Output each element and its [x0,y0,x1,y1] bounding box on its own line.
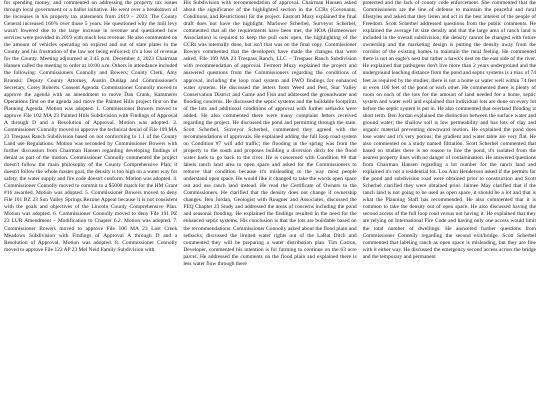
column-text: His Subdivision with recommendation of approval. Chairman Hansen asked about the significance of the highlighted section in the CCRs (Covenants, Conditions, and Restrictions) for the project. Eastcott Muzy explained the final draft does not have the highlight. Marlowe Scherbel, Surveyor Scherbel, commented that all the requirements have been met, the HOA (Homeowner Association) is required to keep the pull outs open, the highlighting of the CCRs was internally done, but isn't that was on the final copy. Commissioner Bowers commented that the developers have made the changes that were asked. File 109 MA 23 Trespass Ranch, LLC – Trespass Ranch Subdivision with recommendation of approval. Fermort Muzy explained the project and answered questions from the Commissioners regarding the conditions of approval, including the loop road system and FWO findings for enhanced water systems. He discussed the letters from Weed and Pest, Star Valley Conservation District and Game and Fish and addressed the groundwater and flooding concerns. He discussed the septic systems and the buildable footprints of the lots and additional conditions of approval with further setbacks were added. He also commented there were many complaint letters received regarding the project. He discussed the pond and permitting through the state. Scott Scherbel, Surveyor Scherbel, commented they agreed with the recommendations of approvals. He explained adding the full loop road system on Condition #7 will add traffic; the flooding in the spring was from the property to the south and proposes building a diversion ditch for the flood water back to go back to the river. He is concerned with Condition #8 that labels ranch land area to open space and asked for the Commissioners to remove that condition because it's misleading to the way most people understand open space. He would like it changed to take the words open space out and use ranch land instead. He read the Certificate of Owners to the Commissioners. He clarified that the density does not change if ownership changes. Ben Jordan, Geologist with Rougner and Associates, discussed the FEQ Chapter 23 Study and addressed the areas of concerns including the pond and seasonal flooding. He explained the findings resulted in the need for the enhanced septic systems. His conclusion is that the lots are buildable based on the recommendations. Commissioner Connolly asked about the flood plain and setbacks, discussed the limited water rights out of the LaBat Ditch and commented they will be preparing a water distribution plan. Tim Coston, Developer, commented his intention is for farming to continue on the 63 acre parcel. He addressed the comments on the flood plain and explained there is less water flow through there [183,0,357,267]
column-text: for spending money, and commented on addressing the property tax issues through local government or a ballot initiative. He went over a breakdown of the increases in his property tax statements from 2019 – 2023. The County General increased 166% over those 5 years. He questioned why the mill levy wasn't lowered due to the large increase in revenue and questioned how services were provided in 2019 with much less revenue. He also commented on the amount of vehicles operating on expired and out of state plates in the County and his frustration of the law not being enforced; it's a loss of revenue for the County. Meeting adjourned at 3:45 p.m. December 4, 2023 Chairman Hansen called the meeting to order at 10:00 a.m. Others in attendance included the following: Commissioners Connolly and Bowers; County Clerk, Amy Brunski; Deputy County Attorney, Austin Dunlap and Commissioner's Secretary, Corey Roberts. Consent Agenda: Commissioner Connolly moved to approve the agenda with an amendment to move Dan Crank, Kammerer Operations first on the agenda and move the Painted Hills project first on the Planning Agenda. Motion was adopted. 1. Commissioner Bowers moved to approve File 102 MA 23 Painted Hills Subdivision with Findings of Approval A through D and a Resolution of Approval. Motion was adopted. 2. Commissioner Connolly moved to approve the technical denial of File 109 MA 23 Trespass Ranch Subdivision based on not conforming to 1.1 of the County Land use Regulations. Motion was seconded by Commissioner Bowers with further discussion from Chairman Hansen regarding developing findings of denial as part of the motion. Commissioner Connolly commented the project doesn't follow the main philosophy of the County Comprehensive Plan; it doesn't follow the whole master goal, the density is too high on a water way for safety, the water supply and fire code doesn't conform. Motion was adopted. 4. Commissioner Connolly moved to commit to a $5000 match for the HM Grant #16 awarded. Motion was adopted. 5. Commissioner Bowers moved to deny File 101 BZ 23 Sun Valley Springs Rezone Appeal because it is not consistent with the goals and objectives of the Lincoln County Comprehensive Plan. Motion was adopted. 6. Commissioner Connolly moved to deny File 191 PZ 23 LUR Amendment – Modification to Chapter 6.2. Motion was adopted. 7. Commissioner Bowers moved to approve File 106 MA 23 Lost Creek Meadows Subdivision with Findings of Approval A through D and a Resolution of Approval. Motion was adopted. 8. Commissioner Connolly moved to approve File 122 AP 23 Mel Neid Family Subdivision with [4,0,178,253]
text-column-left [4,0,177,400]
text-column-middle [183,0,356,400]
text-column-right [363,0,536,400]
column-text: protected and the lack of county code enforcement. She commented that the Commissioners are the line of defense to maintain the peaceful and rural lifestyles and asked that they listen and act in the best interest of the people of Freedom. Scott Scherbel addressed questions from the public comments. He explained the average lot size density and that the large area of ranch land is included in the overall subdivision; the density cannot be changed with future ownership and the marketing design is putting the density away from the corridor of the existing homes to maintain the rural feeling. He commented there is not an eagle's nest but rather a hawk's nest on the east side of the river. He explained that pathogens don't live more than 2 years underground and the underground leaching distance from the pond and septic systems is a max of 74 feet as required by the studies; there is not a home or water well within 74 feet or even 100 feet of the pond or each other. He commented there is plenty of room on each of the lots for the amount of land needed for a home, septic system and water well and explained that individual lots are done on every lot before the septic system is put in. He also commented that overland flooding is short term. Ben Jordan explained the distinction between the surface water and ground water; the shallow soil is low permeability and has lots of clay and organic material preventing downward motion. He explained the pond does lose water and it's very porous; the gradient and water table are very flat. He also commented on a study named filtration. Scott Scherbel commented that based on studies there is no reason to line the pond, it's isolated from the nearest property lines with no danger of contamination. He answered questions from Chairman Hansen regarding a lot number for the ranch land and explained it's not a residential lot. Lou Ann Henderson asked if the permits for the pond and subdivision road were obtained prior to construction and Scott Scherbel clarified they were obtained prior. Jaimee May clarified that if the ranch land is not going to be used as open space, it should be a lot and that is what the Planning Staff has recommended. He also commented that it is common to take the density out of open space. He also discussed having the second access of the full loop road versus not having it. He explained that they are relying on International Fire Code and having only one access would limit the total number of dwellings. He answered further questions from Commissioner Connolly regarding the second exit/bridge. Scott Scherbel commented that labeling ranch as open space is misleading, but they are fine with it either way. He discussed the emergency second access across the bridge and the temporary and permanent [362,0,536,260]
